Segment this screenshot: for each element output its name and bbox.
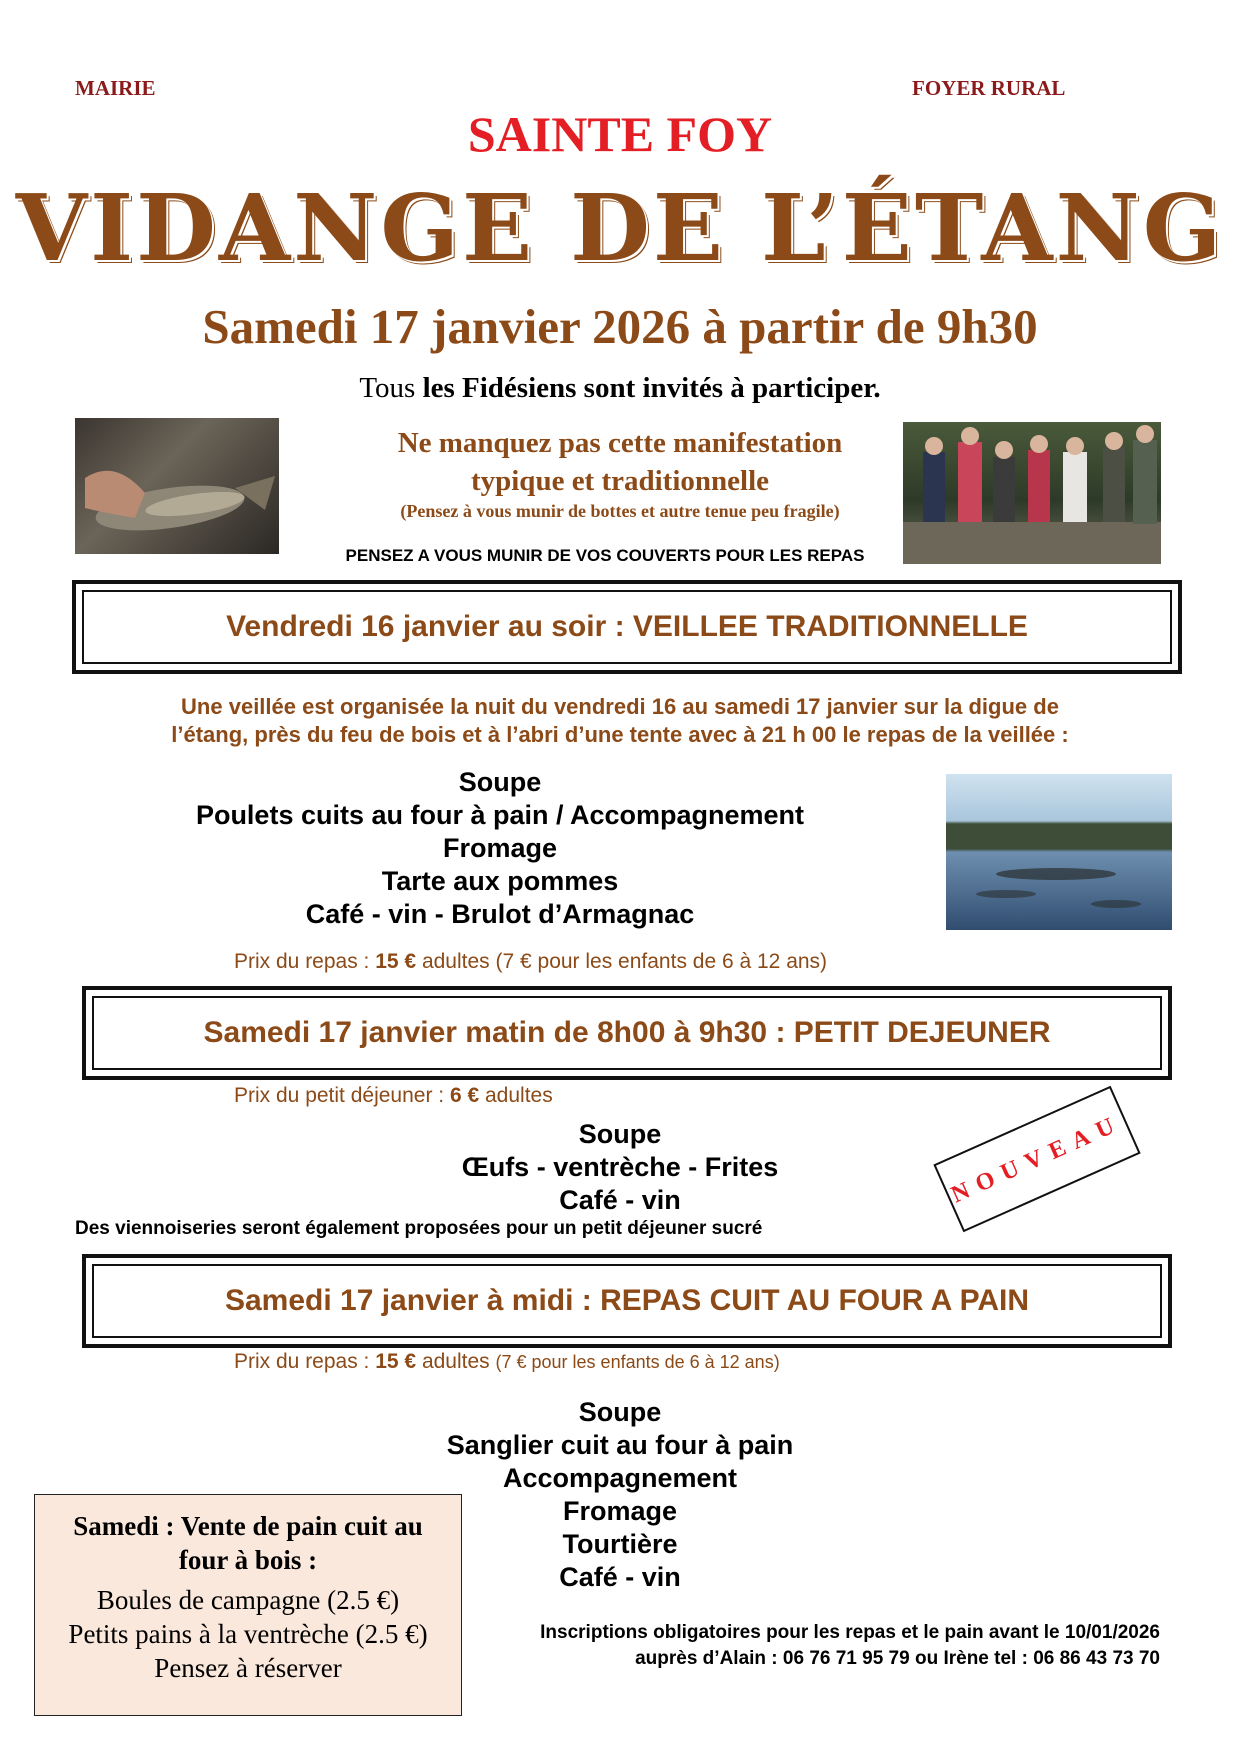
petit-dej-heading-box bbox=[82, 986, 1172, 1080]
bread-item-1: Boules de campagne (2.5 €) bbox=[96, 1585, 400, 1615]
veillee-price-rest: adultes (7 € pour les enfants de 6 à 12 ans) bbox=[416, 950, 828, 973]
midi-price-label: Prix du repas : bbox=[234, 1350, 376, 1373]
menu-item: Accompagnement bbox=[502, 1463, 738, 1493]
pond-photo bbox=[946, 774, 1172, 930]
invite-prefix: Tous bbox=[359, 372, 423, 404]
midi-heading: Samedi 17 janvier à midi : REPAS CUIT AU FOUR A PAIN bbox=[224, 1284, 1030, 1317]
foyer-rural-label: FOYER RURAL bbox=[912, 76, 1066, 100]
veillee-price-label: Prix du repas : bbox=[234, 950, 376, 973]
veillee-price-value: 15 € bbox=[375, 950, 417, 973]
intro-block bbox=[300, 424, 940, 500]
veillee-desc-2: l’étang, près du feu de bois et à l’abri d’une tente avec à 21 h 00 le repas de la veillée : bbox=[171, 722, 1069, 747]
cutlery-note: PENSEZ A VOUS MUNIR DE VOS COUVERTS POUR LES REPAS bbox=[345, 546, 865, 565]
pond-photo-art bbox=[946, 774, 1172, 930]
people-photo bbox=[903, 422, 1161, 564]
veillee-desc-1: Une veillée est organisée la nuit du vendredi 16 au samedi 17 janvier sur la digue de bbox=[181, 694, 1059, 719]
petit-dej-price bbox=[234, 1084, 553, 1108]
nouveau-stamp bbox=[933, 1086, 1140, 1233]
bread-title-2: four à bois : bbox=[178, 1545, 318, 1575]
menu-item: Fromage bbox=[562, 1496, 678, 1526]
petit-dej-price-value: 6 € bbox=[449, 1084, 480, 1107]
menu-item: Café - vin bbox=[559, 1562, 681, 1592]
menu-item: Soupe bbox=[458, 767, 542, 797]
midi-heading-box bbox=[82, 1254, 1172, 1348]
menu-item: Soupe bbox=[578, 1119, 662, 1149]
invite-bold: les Fidésiens sont invités à participer. bbox=[422, 372, 881, 404]
menu-item: Œufs - ventrèche - Frites bbox=[461, 1152, 779, 1182]
midi-price-rest: adultes bbox=[416, 1350, 496, 1373]
viennoiseries-note: Des viennoiseries seront également proposées pour un petit déjeuner sucré bbox=[75, 1218, 763, 1239]
bread-item-2: Petits pains à la ventrèche (2.5 €) bbox=[68, 1619, 428, 1649]
people-photo-art bbox=[903, 422, 1161, 564]
midi-price-children: (7 € pour les enfants de 6 à 12 ans) bbox=[495, 1352, 780, 1372]
midi-price bbox=[234, 1350, 780, 1374]
veillee-description bbox=[60, 693, 1180, 749]
menu-item: Fromage bbox=[442, 833, 558, 863]
petit-dej-menu bbox=[300, 1118, 940, 1217]
intro-line-1: Ne manquez pas cette manifestation bbox=[397, 427, 843, 459]
fish-photo bbox=[75, 418, 279, 554]
fish-photo-art bbox=[75, 418, 279, 554]
menu-item: Tourtière bbox=[562, 1529, 678, 1559]
mairie-label: MAIRIE bbox=[75, 76, 156, 100]
bread-reserve: Pensez à réserver bbox=[154, 1653, 342, 1683]
veillee-heading: Vendredi 16 janvier au soir : VEILLEE TRADITIONNELLE bbox=[226, 610, 1028, 643]
bread-sale-box bbox=[34, 1494, 462, 1716]
event-title: VIDANGE DE L’ÉTANG bbox=[15, 174, 1225, 282]
invite-line bbox=[0, 372, 1240, 405]
event-date: Samedi 17 janvier 2026 à partir de 9h30 bbox=[202, 299, 1038, 354]
menu-item: Poulets cuits au four à pain / Accompagnement bbox=[195, 800, 805, 830]
veillee-heading-box bbox=[72, 580, 1182, 674]
menu-item: Café - vin - Brulot d’Armagnac bbox=[305, 899, 695, 929]
inscriptions-line-1: Inscriptions obligatoires pour les repas et le pain avant le 10/01/2026 bbox=[540, 1622, 1160, 1643]
menu-item: Soupe bbox=[578, 1397, 662, 1427]
midi-price-value: 15 € bbox=[375, 1350, 417, 1373]
inscriptions-line-2: auprès d’Alain : 06 76 71 95 79 ou Irène tel : 06 86 43 73 70 bbox=[635, 1648, 1160, 1669]
inscriptions bbox=[480, 1620, 1160, 1672]
veillee-price bbox=[234, 950, 827, 974]
nouveau-text: NOUVEAU bbox=[947, 1109, 1127, 1208]
petit-dej-price-label: Prix du petit déjeuner : bbox=[234, 1084, 450, 1107]
menu-item: Sanglier cuit au four à pain bbox=[446, 1430, 794, 1460]
bread-title-1: Samedi : Vente de pain cuit au bbox=[73, 1511, 423, 1541]
menu-item: Tarte aux pommes bbox=[381, 866, 619, 896]
boots-note: (Pensez à vous munir de bottes et autre tenue peu fragile) bbox=[400, 501, 840, 521]
petit-dej-price-rest: adultes bbox=[479, 1084, 553, 1107]
intro-line-2: typique et traditionnelle bbox=[470, 465, 770, 497]
petit-dej-heading: Samedi 17 janvier matin de 8h00 à 9h30 : PETIT DEJEUNER bbox=[203, 1016, 1051, 1049]
menu-item: Café - vin bbox=[559, 1185, 681, 1215]
veillee-menu bbox=[100, 766, 900, 931]
town-name: SAINTE FOY bbox=[467, 106, 773, 162]
